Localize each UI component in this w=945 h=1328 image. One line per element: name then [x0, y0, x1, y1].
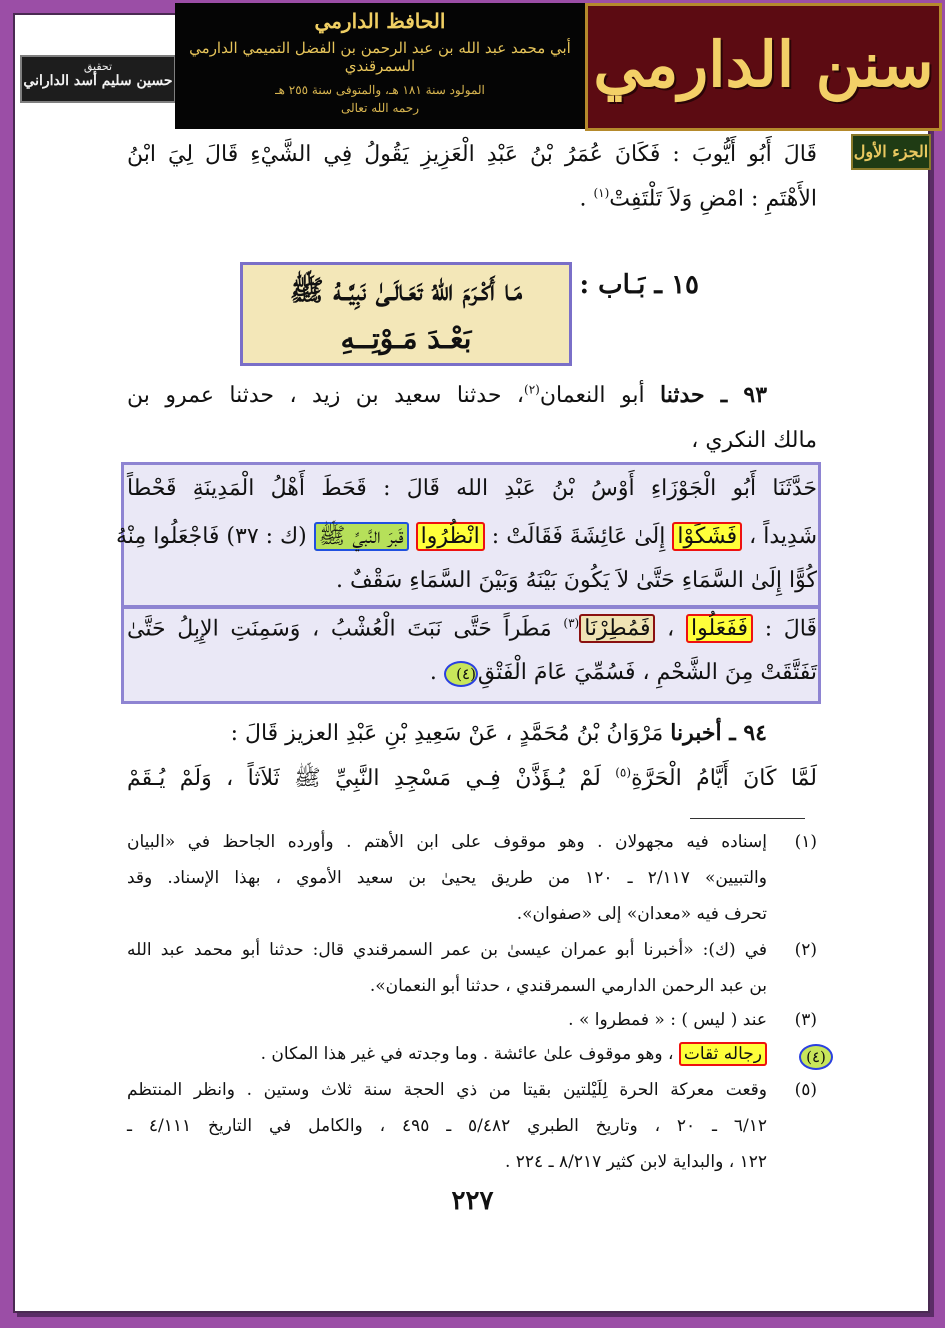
- footnote-number-circled: (٤): [799, 1044, 833, 1070]
- chapter-title-box: [240, 262, 572, 366]
- chapter-title-line-2: بَعْـدَ مَـوْتِــهِ: [340, 322, 472, 355]
- isnad-text: ، حدثنا سعيد بن زيد ، حدثنا عمرو بن: [127, 383, 525, 408]
- text-line: [231, 720, 767, 746]
- footnote-line: ٦/١٢ ـ ٢٠ ، وتاريخ الطبري ٥/٤٨٢ ـ ٤٩٥ ، والكامل في التاريخ ٤/١١١ ـ: [127, 1116, 767, 1136]
- page-number: ٢٢٧: [451, 1186, 494, 1216]
- footnote-ref-circled[interactable]: (٤): [444, 661, 478, 687]
- footnote-line: [261, 1044, 767, 1064]
- highlight-word: قَبرَ النَّبيِّ ﷺ: [314, 522, 409, 551]
- footnote-line: إسناده فيه مجهولان . وهو موقوف على ابن الأهتم . وأورده الجاحظ في «البيان: [127, 832, 767, 852]
- highlight-word: فَفَعَلُوا: [686, 614, 753, 643]
- footnote-line: بن عبد الرحمن الدارمي السمرقندي ، حدثنا أبو النعمان».: [369, 976, 767, 996]
- editor-name: حسين سليم أسد الداراني: [23, 73, 173, 89]
- footnote-divider: [690, 818, 805, 819]
- text-line: [430, 660, 817, 687]
- footnote-ref[interactable]: (١): [593, 186, 610, 200]
- editor-banner: [20, 55, 176, 103]
- footnote-line: في (ك): «أخبرنا أبو عمران عيسىٰ بن عمر السمرقندي قال: حدثنا أبو محمد عبد الله: [127, 940, 767, 960]
- highlight-word: فَشَكَوْا: [672, 522, 742, 551]
- author-banner: [175, 3, 585, 129]
- matn-text: تَفَتَّقَتْ مِنَ الشَّحْمِ ، فَسُمِّيَ عَامَ الْفَتْقِ: [477, 660, 817, 685]
- footnote-line: تحرف فيه «معدان» إلى «صفوان».: [516, 904, 767, 924]
- matn-text: ،: [655, 616, 686, 642]
- hadith-number: ٩٤ ـ أخبرنا: [670, 720, 767, 746]
- punctuation: .: [579, 186, 594, 212]
- highlight-word: فَمُطِرْنَا: [579, 614, 655, 643]
- matn-text: شَدِيداً ،: [749, 524, 817, 549]
- matn-text: قَالَ :: [753, 616, 818, 642]
- footnote-ref[interactable]: (٢): [524, 382, 540, 397]
- footnote-number-wrap: [799, 1044, 833, 1070]
- author-name: أبي محمد عبد الله بن عبد الرحمن بن الفضل التميمي الدارمي السمرقندي: [189, 39, 571, 75]
- matn-text: (ك : ٣٧) فَاجْعَلُوا مِنْهُ: [116, 524, 314, 549]
- footnote-line: ١٢٢ ، والبداية لابن كثير ٨/٢١٧ ـ ٢٢٤ .: [504, 1152, 767, 1172]
- text-line: [579, 186, 817, 211]
- top-line-2: الأَهْتَمِ : امْضِ وَلاَ تَلْتَفِتْ: [609, 186, 817, 212]
- highlight-phrase: رجاله ثقات: [679, 1042, 767, 1066]
- text-line: [127, 382, 767, 408]
- text-line: [116, 522, 817, 554]
- footnote-line: عند ( ليس ) : « فمطروا » .: [568, 1010, 767, 1030]
- text-line: [127, 764, 817, 796]
- text-line: [127, 616, 817, 641]
- footnote-ref[interactable]: (٥): [615, 765, 632, 780]
- top-line-1: قَالَ أَبُو أَيُّوبَ : فَكَانَ عُمَرُ بْنُ عَبْدِ الْعَزِيزِ يَقُولُ فِي الشَّيْءِ قَالَ لِيَ ابْنُ: [127, 142, 817, 167]
- matn-text: حَدَّثَنَا أَبُو الْجَوْزَاءِ أَوْسُ بْنُ عَبْدِ الله قَالَ : قَحَطَ أَهْلُ الْمَدِينَةِ قَحْطاً: [127, 476, 817, 501]
- matn-text: مَطَراً حَتَّى نَبَتَ الْعُشْبُ ، وَسَمِنَتِ الإِبِلُ حَتَّىٰ: [127, 616, 564, 642]
- footnote-text: ، وهو موقوف علىٰ عائشة . وما وجدته في غير هذا المكان .: [260, 1044, 674, 1064]
- footnote-number: (١): [794, 832, 817, 852]
- matn-text: لَمَّا كَانَ أَيَّامُ الْحَرَّةِ: [631, 766, 817, 791]
- footnote-line: والتبيين» ٢/١١٧ ـ ١٢٠ من طريق يحيىٰ بن سعيد الأموي ، بهذا الإسناد. وقد: [127, 868, 767, 888]
- footnote-ref[interactable]: (٣): [563, 616, 580, 630]
- author-title: الحافظ الدارمي: [314, 9, 446, 33]
- matn-text: كُوًّا إِلَىٰ السَّمَاءِ حَتَّىٰ لاَ يَكُونَ بَيْنَهُ وَبَيْنَ السَّمَاءِ سَقْفٌ .: [335, 568, 817, 593]
- highlight-word: انْظُرُوا: [416, 522, 485, 551]
- isnad-text: مالك النكري ،: [691, 428, 817, 453]
- text-line: [127, 142, 817, 167]
- text-line: [691, 428, 817, 453]
- isnad-text: مَرْوَانُ بْنُ مُحَمَّدٍ ، عَنْ سَعِيدِ بْنِ عَبْدِ العزيز قَالَ :: [230, 721, 671, 746]
- text-line: [127, 476, 817, 501]
- matn-text: لَمْ يُـؤَذَّنْ فِـي مَسْجِدِ النَّبِيِّ ﷺ ثَلاَثاً ، وَلَمْ يُـقَمْ: [127, 766, 616, 791]
- punctuation: .: [429, 660, 444, 685]
- text-line: [336, 568, 817, 593]
- author-dates: المولود سنة ١٨١ هـ، والمتوفى سنة ٢٥٥ هـ: [275, 83, 485, 97]
- chapter-number: ١٥ ـ بَـاب :: [579, 270, 699, 300]
- footnote-number: (٢): [794, 940, 817, 960]
- volume-badge: الجزء الأول: [851, 134, 931, 170]
- author-blessing: رحمه الله تعالى: [340, 101, 420, 115]
- footnote-number: (٣): [794, 1010, 817, 1030]
- matn-text: إِلَىٰ عَائِشَةَ فَقَالَتْ :: [484, 524, 673, 549]
- narrator: أبو النعمان: [539, 383, 661, 408]
- chapter-title-line-1: مَـا أَكْـرَمَ اللهُ تَعَـالَـىٰ نَبِيَّــهُ ﷺ: [289, 274, 523, 307]
- footnote-number: (٥): [794, 1080, 817, 1100]
- book-title: سنن الدارمي: [585, 3, 942, 131]
- footnote-line: وقعت معركة الحرة لِلَيْلتين بقيتا من ذي الحجة سنة ثلاث وستين . وانظر المنتظم: [127, 1080, 767, 1100]
- hadith-number: ٩٣ ـ حدثنا: [660, 382, 768, 408]
- editor-label: تحقيق: [83, 60, 113, 73]
